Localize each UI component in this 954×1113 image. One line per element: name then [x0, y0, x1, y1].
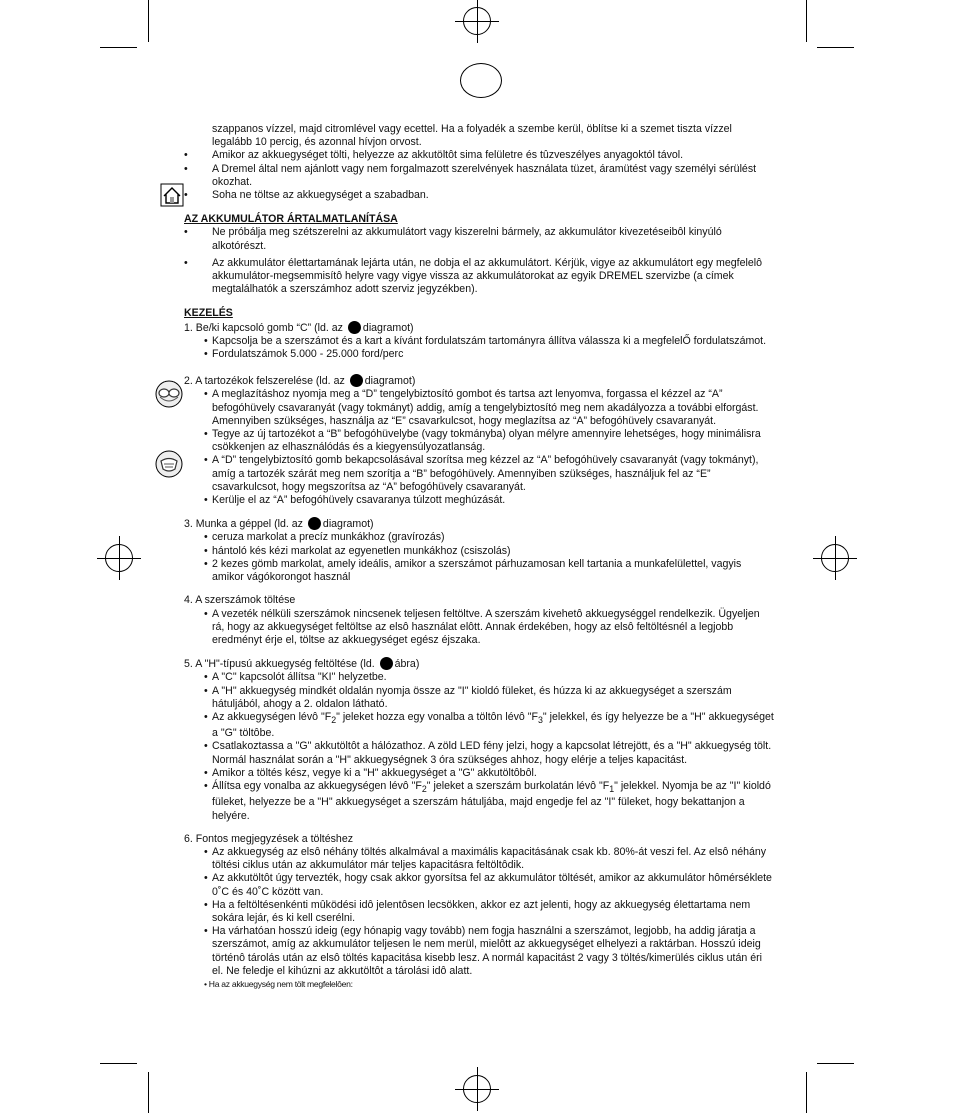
- list-item-text: [212, 780, 774, 823]
- text-run: " jelekkel, és így helyezze be a "H" akkuegységet a "G" töltôbe.: [212, 710, 774, 740]
- list-item: • Ne próbálja meg szétszerelni az akkumulátort vagy kiszerelni bármely, az akkumulátor kivezetéseibôl kinyúló alkotórészt.: [184, 226, 774, 252]
- list-item-text: [212, 711, 774, 741]
- list-item-text: hántoló kés kézi markolat az egyenetlen munkákhoz (csiszolás): [212, 544, 511, 557]
- step-heading-text: 3. Munka a géppel (ld. az: [184, 518, 303, 531]
- list-item: • Soha ne töltse az akkuegységet a szabadban.: [184, 189, 774, 202]
- list-item-text: Kapcsolja be a szerszámot és a kart a kívánt fordulatszám tartományra állítva válassza ki a megfelelŐ fordulatszámot.: [212, 334, 767, 347]
- list-item: • Tegye az új tartozékot a “B” befogóhüvelybe (vagy tokmányba) olyan mélyre amennyire lehetséges, hogy minimálisra csökkenjen az elhasználódás és a kiegyensúlyozatlanság.: [184, 428, 774, 454]
- step-heading-text: diagramot): [322, 518, 374, 531]
- crop-mark: [100, 47, 137, 48]
- crop-mark: [148, 0, 149, 42]
- step-heading: 6. Fontos megjegyzések a töltéshez: [184, 832, 354, 845]
- house-icon: [160, 183, 184, 207]
- crop-mark: [806, 1072, 807, 1113]
- crop-mark: [806, 0, 807, 42]
- list-item-text: A "H" akkuegység mindkét oldalán nyomja össze az "I" kioldó füleket, és húzza ki az akkuegységet a szerszám hátuljából, ahogy a 2. oldalon látható.: [212, 684, 732, 710]
- language-badge: [460, 63, 502, 98]
- list-item-text: A meglazításhoz nyomja meg a “D” tengelybiztosító gombot és tartsa azt lenyomva, forgassa el kézzel az “A” befogóhüvely csavaranyát (vagy tokmányt) addig, amíg a tengelybiztosító meg nem akadályozza a további elforgást. Amennyiben szükséges, használja az “E” csavarkulcsot, hogy meglazítsa az “A” befogóhüvely csavaranyát.: [212, 388, 759, 427]
- dust-mask-icon: [155, 450, 183, 478]
- step-heading: 4. A szerszámok töltése: [184, 594, 296, 607]
- list-item-text: ceruza markolat a precíz munkákhoz (gravírozás): [212, 531, 445, 544]
- text-run: " jelekkel. Nyomja be az "I" kioldó füleket, helyezze be a "H" akkuegységet a szerszám hátuljába, majd engedje fel az "I" füleket, hogy bekattanjon a helyére.: [212, 780, 771, 822]
- list-item: • Amikor a töltés kész, vegye ki a "H" akkuegységet a "G" akkutöltôbôl.: [184, 767, 774, 780]
- step-heading: [184, 517, 774, 531]
- list-item: • A “D” tengelybiztosító gomb bekapcsolásával szorítsa meg kézzel az “A” befogóhüvely csavaranyát (vagy tokmányt), amíg a tartozék szárát meg nem szorítja a “B” befogóhüvely. Amennyiben szükséges, használjuk fel az “E” csavarkulcsot, hogy megszorítsa az “A” befogóhüvely csavaranyát.: [184, 454, 774, 494]
- section-heading: AZ AKKUMULÁTOR ÁRTALMATLANÍTÁSA: [184, 213, 398, 226]
- manual-text: [184, 123, 774, 991]
- list-item-text: A “D” tengelybiztosító gomb bekapcsolásával szorítsa meg kézzel az “A” befogóhüvely csavaranyát (vagy tokmányt), amíg a tartozék szárát meg nem szorítja a “B” befogóhüvely. Amennyiben szükséges, használjuk fel az “E” csavarkulcsot, hogy megszorítsa az “A” befogóhüvely csavaranyát.: [212, 454, 759, 493]
- paragraph: szappanos vízzel, majd citromlével vagy ecettel. Ha a folyadék a szembe kerül, öblítse ki a szemet tiszta vízzel legalább 10 percig, és azonnal hívjon orvost.: [212, 123, 732, 149]
- step-heading-text: 2. A tartozékok felszerelése (ld. az: [184, 375, 345, 388]
- list-item-text: Csatlakoztassa a "G" akkutöltôt a hálózathoz. A zöld LED fény jelzi, hogy a kapcsolat létrejött, és a "H" akkuegység tölt. Normál használat során a "H" akkuegységnek 3 óra szükséges ahhoz, hogy elérje a teljes kapacitást.: [212, 740, 772, 766]
- registration-mark-right: [821, 544, 849, 572]
- list-item-text: A vezeték nélküli szerszámok nincsenek teljesen feltöltve. A szerszám kivehetô akkuegységgel rendelkezik. Ügyeljen rá, hogy az akkuegységet feltöltse az elsô használat elôtt. Annak érdekében, hogy az elsô feltöltésnél a legjobb eredményt érje el, töltse az akkuegységet egész éjszaka.: [212, 607, 760, 646]
- text-run: " jeleket a szerszám burkolatán lévô "F: [426, 780, 610, 793]
- list-item: • A "C" kapcsolót állítsa "KI" helyzetbe.: [184, 671, 774, 684]
- list-item: • Az akkuegységen lévô "$F_2$" jeleket hozza egy vonalba a töltôn lévô "$F_3$" jelekkel, és így helyezze be a "H" akkuegységet a "G" töltôbe.: [204, 710, 774, 740]
- list-item-text: Ha a feltöltésenkénti mûködési idô jelentôsen lecsökken, akkor ez azt jelenti, hogy az akkuegység élettartama nem sokára lejár, és ki kell cserélni.: [212, 898, 751, 924]
- list-item: • ceruza markolat a precíz munkákhoz (gravírozás): [184, 531, 774, 544]
- section-heading: KEZELÉS: [184, 307, 233, 320]
- diagram-reference-icon: [308, 517, 321, 530]
- crop-mark: [817, 1063, 854, 1064]
- text-run: Az akkuegységen lévô "F: [212, 710, 332, 723]
- step-heading-text: diagramot): [362, 321, 414, 334]
- list-item: • Állítsa egy vonalba az akkuegységen lévô "$F_2$" jeleket a szerszám burkolatán lévô "$F_1$" jelekkel. Nyomja be az "I" kioldó füleket, helyezze be a "H" akkuegységet a szerszám hátuljába, majd engedje fel az "I" füleket, hogy bekattanjon a helyére.: [184, 780, 774, 823]
- registration-mark-left: [105, 544, 133, 572]
- subscript: 1: [609, 784, 615, 795]
- list-item-text: Ha várhatóan hosszú ideig (egy hónapig vagy tovább) nem fogja használni a szerszámot, legjobb, ha addig járatja a szerszámot, amíg az akkumulátor teljesen le nem merül, mielôtt az akkuegységet elhelyezi a raktárban. Hosszú ideig történô tárolás után az elsô töltés kapacitása kisebb lesz. A normál kapacitást 2 vagy 3 töltés/kimerülés ciklus után éri el. Ne feledje el kihúzni az akkutöltôt a tárolási idô alatt.: [212, 925, 762, 977]
- step-heading-text: ábra): [394, 658, 420, 671]
- crop-mark: [148, 1072, 149, 1113]
- diagram-reference-icon: [348, 321, 361, 334]
- list-item-text: Fordulatszámok 5.000 - 25.000 ford/perc: [212, 348, 404, 361]
- step-heading: [184, 321, 774, 335]
- step-heading: [184, 374, 774, 388]
- registration-mark-top: [463, 7, 491, 35]
- step-heading-text: 1. Be/ki kapcsoló gomb “C” (ld. az: [184, 321, 343, 334]
- list-item: • hántoló kés kézi markolat az egyenetlen munkákhoz (csiszolás): [184, 545, 774, 558]
- registration-mark-bottom: [463, 1075, 491, 1103]
- list-item: • Ha a feltöltésenkénti mûködési idô jelentôsen lecsökken, akkor ez azt jelenti, hogy az akkuegység élettartama nem sokára lejár, és ki kell cserélni.: [184, 899, 774, 925]
- list-item: • Az akkumulátor élettartamának lejárta után, ne dobja el az akkumulátort. Kérjük, vigye az akkumulátort egy megfelelô akkumulátor-megsemmisítô helyre vagy vigye vissza az akkumulátorokat az egyik DREMEL szervizbe (a címek megtalálhatók a szerszámhoz adott szerviz jegyzékben).: [184, 257, 774, 297]
- crop-mark: [100, 1063, 137, 1064]
- subscript: 2: [421, 784, 427, 795]
- list-item-text: Amikor a töltés kész, vegye ki a "H" akkuegységet a "G" akkutöltôbôl.: [212, 766, 537, 779]
- list-item: • Csatlakoztassa a "G" akkutöltôt a hálózathoz. A zöld LED fény jelzi, hogy a kapcsolat létrejött, és a "H" akkuegység tölt. Normál használat során a "H" akkuegységnek 3 óra szükséges ahhoz, hogy elérje a teljes kapacitást.: [184, 740, 774, 766]
- list-item-text: Az akkutöltôt úgy tervezték, hogy csak akkor gyorsítsa fel az akkumulátor töltését, amikor az akkumulátor hômérséklete 0˚C és 40˚C között van.: [212, 872, 772, 898]
- safety-glasses-icon: [155, 380, 183, 408]
- list-item: • A vezeték nélküli szerszámok nincsenek teljesen feltöltve. A szerszám kivehetô akkuegységgel rendelkezik. Ügyeljen rá, hogy az akkuegységet feltöltse az elsô használat elôtt. Annak érdekében, hogy az elsô feltöltésnél a legjobb eredményt érje el, töltse az akkuegységet egész éjszaka.: [184, 608, 774, 648]
- list-item: • A meglazításhoz nyomja meg a “D” tengelybiztosító gombot és tartsa azt lenyomva, forgassa el kézzel az “A” befogóhüvely csavaranyát (vagy tokmányt) addig, amíg a tengelybiztosító meg nem akadályozza a további elforgást. Amennyiben szükséges, használja az “E” csavarkulcsot, hogy meglazítsa az “A” befogóhüvely csavaranyát.: [184, 388, 774, 428]
- step-heading-text: diagramot): [364, 375, 416, 388]
- list-item: • Az akkutöltôt úgy tervezték, hogy csak akkor gyorsítsa fel az akkumulátor töltését, amikor az akkumulátor hômérséklete 0˚C és 40˚C között van.: [184, 872, 774, 898]
- list-item: • Amikor az akkuegységet tölti, helyezze az akkutöltôt sima felületre és tûzveszélyes anyagoktól távol.: [184, 149, 774, 162]
- list-item: • Az akkuegység az elsô néhány töltés alkalmával a maximális kapacitásának csak kb. 80%-át veszi fel. Az elsô néhány töltési ciklus után az akkumulátor már teljes kapacitásra feltöltôdik.: [184, 846, 774, 872]
- step-heading: [184, 657, 774, 671]
- figure-reference-icon: [380, 657, 393, 670]
- list-item: • Ha várhatóan hosszú ideig (egy hónapig vagy tovább) nem fogja használni a szerszámot, legjobb, ha addig járatja a szerszámot, amíg az akkumulátor teljesen le nem merül, mielôtt az akkuegységet elhelyezi a raktárban. Hosszú ideig történô tárolás után az elsô töltés kapacitása kisebb lesz. A normál kapacitást 2 vagy 3 töltés/kimerülés ciklus után éri el. Ne feledje el kihúzni az akkutöltôt a tárolási idô alatt.: [184, 925, 774, 978]
- step-heading-text: 5. A "H"-típusú akkuegység feltöltése (ld.: [184, 658, 375, 671]
- list-item-text: Ha az akkuegység nem tölt megfelelôen:: [208, 979, 353, 989]
- list-item: • A "H" akkuegység mindkét oldalán nyomja össze az "I" kioldó füleket, és húzza ki az akkuegységet a szerszám hátuljából, ahogy a 2. oldalon látható.: [184, 685, 774, 711]
- diagram-reference-icon: [350, 374, 363, 387]
- list-item: • 2 kezes gömb markolat, amely ideális, amikor a szerszámot párhuzamosan kell tartania a munkafelülettel, vagyis amikor vágókorongot használ: [184, 558, 774, 584]
- list-item-text: Kerülje el az “A” befogóhüvely csavaranya túlzott meghúzását.: [212, 494, 506, 507]
- list-item: • Ha az akkuegység nem tölt megfelelôen:: [204, 979, 353, 989]
- crop-mark: [817, 47, 854, 48]
- subscript: 2: [331, 715, 337, 726]
- list-item-text: Tegye az új tartozékot a “B” befogóhüvelybe (vagy tokmányba) olyan mélyre amennyire lehetséges, hogy minimálisra csökkenjen az elhasználódás és a kiegyensúlyozatlanság.: [212, 428, 761, 454]
- list-item-text: Az akkuegység az elsô néhány töltés alkalmával a maximális kapacitásának csak kb. 80%-át veszi fel. Az elsô néhány töltési ciklus után az akkumulátor már teljes kapacitásra feltöltôdik.: [212, 845, 767, 872]
- list-item-text: 2 kezes gömb markolat, amely ideális, amikor a szerszámot párhuzamosan kell tartania a munkafelülettel, vagyis amikor vágókorongot használ: [212, 557, 742, 584]
- list-item: • Fordulatszámok 5.000 - 25.000 ford/perc: [184, 348, 774, 361]
- list-item-text: A "C" kapcsolót állítsa "KI" helyzetbe.: [212, 671, 387, 684]
- list-item: • Kerülje el az “A” befogóhüvely csavaranya túlzott meghúzását.: [184, 494, 774, 507]
- list-item: • A Dremel által nem ajánlott vagy nem forgalmazott szerelvények használata tüzet, áramütést vagy személyi sérülést okozhat.: [184, 163, 774, 189]
- list-item: • Kapcsolja be a szerszámot és a kart a kívánt fordulatszám tartományra állítva válassza ki a megfelelŐ fordulatszámot.: [184, 335, 774, 348]
- text-run: " jeleket hozza egy vonalba a töltôn lévô "F: [336, 710, 538, 723]
- text-run: Állítsa egy vonalba az akkuegységen lévô "F: [212, 780, 422, 793]
- subscript: 3: [537, 715, 543, 726]
